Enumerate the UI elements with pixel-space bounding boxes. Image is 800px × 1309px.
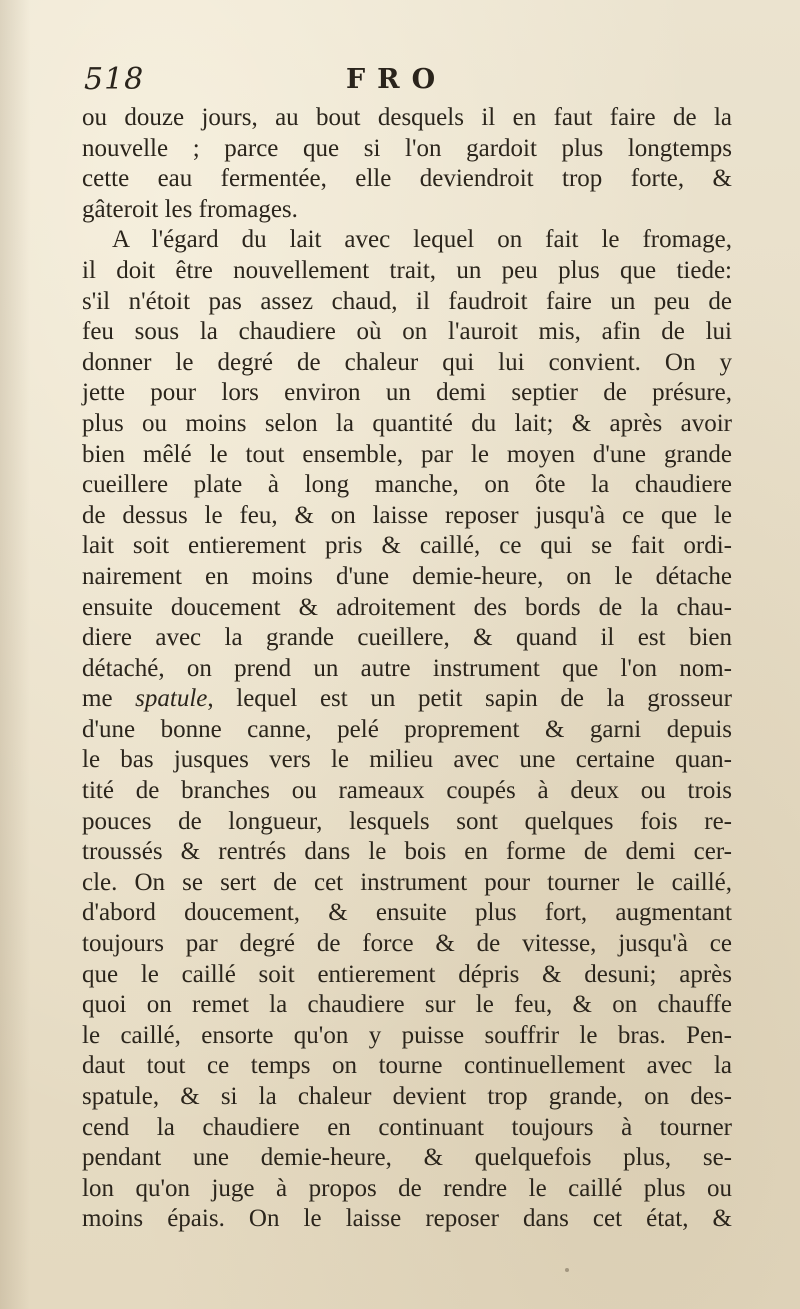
text-line: détaché, on prend un autre instrument que l'on nom-	[82, 654, 732, 682]
text-line: A l'égard du lait avec lequel on fait le fromage,	[112, 226, 732, 254]
text-line: le caillé, ensorte qu'on y puisse souffrir le bras. Pen-	[82, 1021, 732, 1049]
body-text	[82, 103, 732, 1235]
text-line: spatule, & si la chaleur devient trop grande, on des-	[82, 1083, 732, 1110]
text-line: feu sous la chaudiere où on l'auroit mis, afin de lui	[82, 318, 732, 346]
text-line: nouvelle ; parce que si l'on gardoit plus longtemps	[82, 134, 732, 162]
paper-speck	[565, 1268, 569, 1272]
text-line: d'abord doucement, & ensuite plus fort, augmentant	[82, 899, 732, 927]
text-line: lon qu'on juge à propos de rendre le caillé plus ou	[82, 1174, 732, 1202]
text-line: de dessus le feu, & on laisse reposer jusqu'à ce que le	[82, 501, 732, 529]
page-header	[84, 62, 724, 102]
page-number: 518	[84, 62, 145, 97]
text-line: cend la chaudiere en continuant toujours à tourner	[82, 1113, 732, 1141]
text-line: jette pour lors environ un demi septier de présure,	[82, 379, 732, 407]
text-line: ensuite doucement & adroitement des bords de la chau-	[82, 593, 732, 621]
text-line: plus ou moins selon la quantité du lait; & après avoir	[82, 409, 732, 437]
text-line: nairement en moins d'une demie-heure, on le détache	[82, 562, 732, 590]
text-line: daut tout ce temps on tourne continuellement avec la	[82, 1052, 732, 1080]
text-line: tité de branches ou rameaux coupés à deux ou trois	[82, 777, 732, 805]
text-line: il doit être nouvellement trait, un peu plus que tiede:	[82, 256, 732, 284]
text-line: cle. On se sert de cet instrument pour tourner le caillé,	[82, 868, 732, 896]
text-line: moins épais. On le laisse reposer dans cet état, &	[82, 1205, 732, 1233]
text-line: toujours par degré de force & de vitesse, jusqu'à ce	[82, 930, 732, 958]
text-line: donner le degré de chaleur qui lui convient. On y	[82, 348, 732, 376]
text-line: diere avec la grande cueillere, & quand il est bien	[82, 624, 732, 652]
text-line: que le caillé soit entierement dépris & desuni; après	[82, 960, 732, 988]
text-line: bien mêlé le tout ensemble, par le moyen d'une grande	[82, 440, 732, 468]
text-line: cette eau fermentée, elle deviendroit trop forte, &	[82, 165, 732, 193]
text-line: me spatule, lequel est un petit sapin de la grosseur	[82, 685, 733, 713]
text-line: pendant une demie-heure, & quelquefois plus, se-	[82, 1144, 732, 1172]
text-line: quoi on remet la chaudiere sur le feu, & on chauffe	[82, 991, 732, 1019]
text-line: pouces de longueur, lesquels sont quelques fois re-	[82, 807, 732, 835]
running-head: FRO	[346, 64, 448, 95]
text-line: ou douze jours, au bout desquels il en faut faire de la	[82, 104, 732, 131]
text-line: lait soit entierement pris & caillé, ce qui se fait ordi-	[82, 532, 732, 560]
italic-term: spatule	[135, 685, 208, 713]
text-line: gâteroit les fromages.	[82, 195, 298, 223]
text-line: s'il n'étoit pas assez chaud, il faudroit faire un peu de	[82, 287, 732, 315]
text-line: le bas jusques vers le milieu avec une certaine quan-	[82, 746, 732, 774]
text-line: d'une bonne canne, pelé proprement & garni depuis	[82, 715, 732, 743]
text-line: cueillere plate à long manche, on ôte la chaudiere	[82, 471, 732, 499]
text-line: troussés & rentrés dans le bois en forme de demi cer-	[82, 838, 732, 866]
